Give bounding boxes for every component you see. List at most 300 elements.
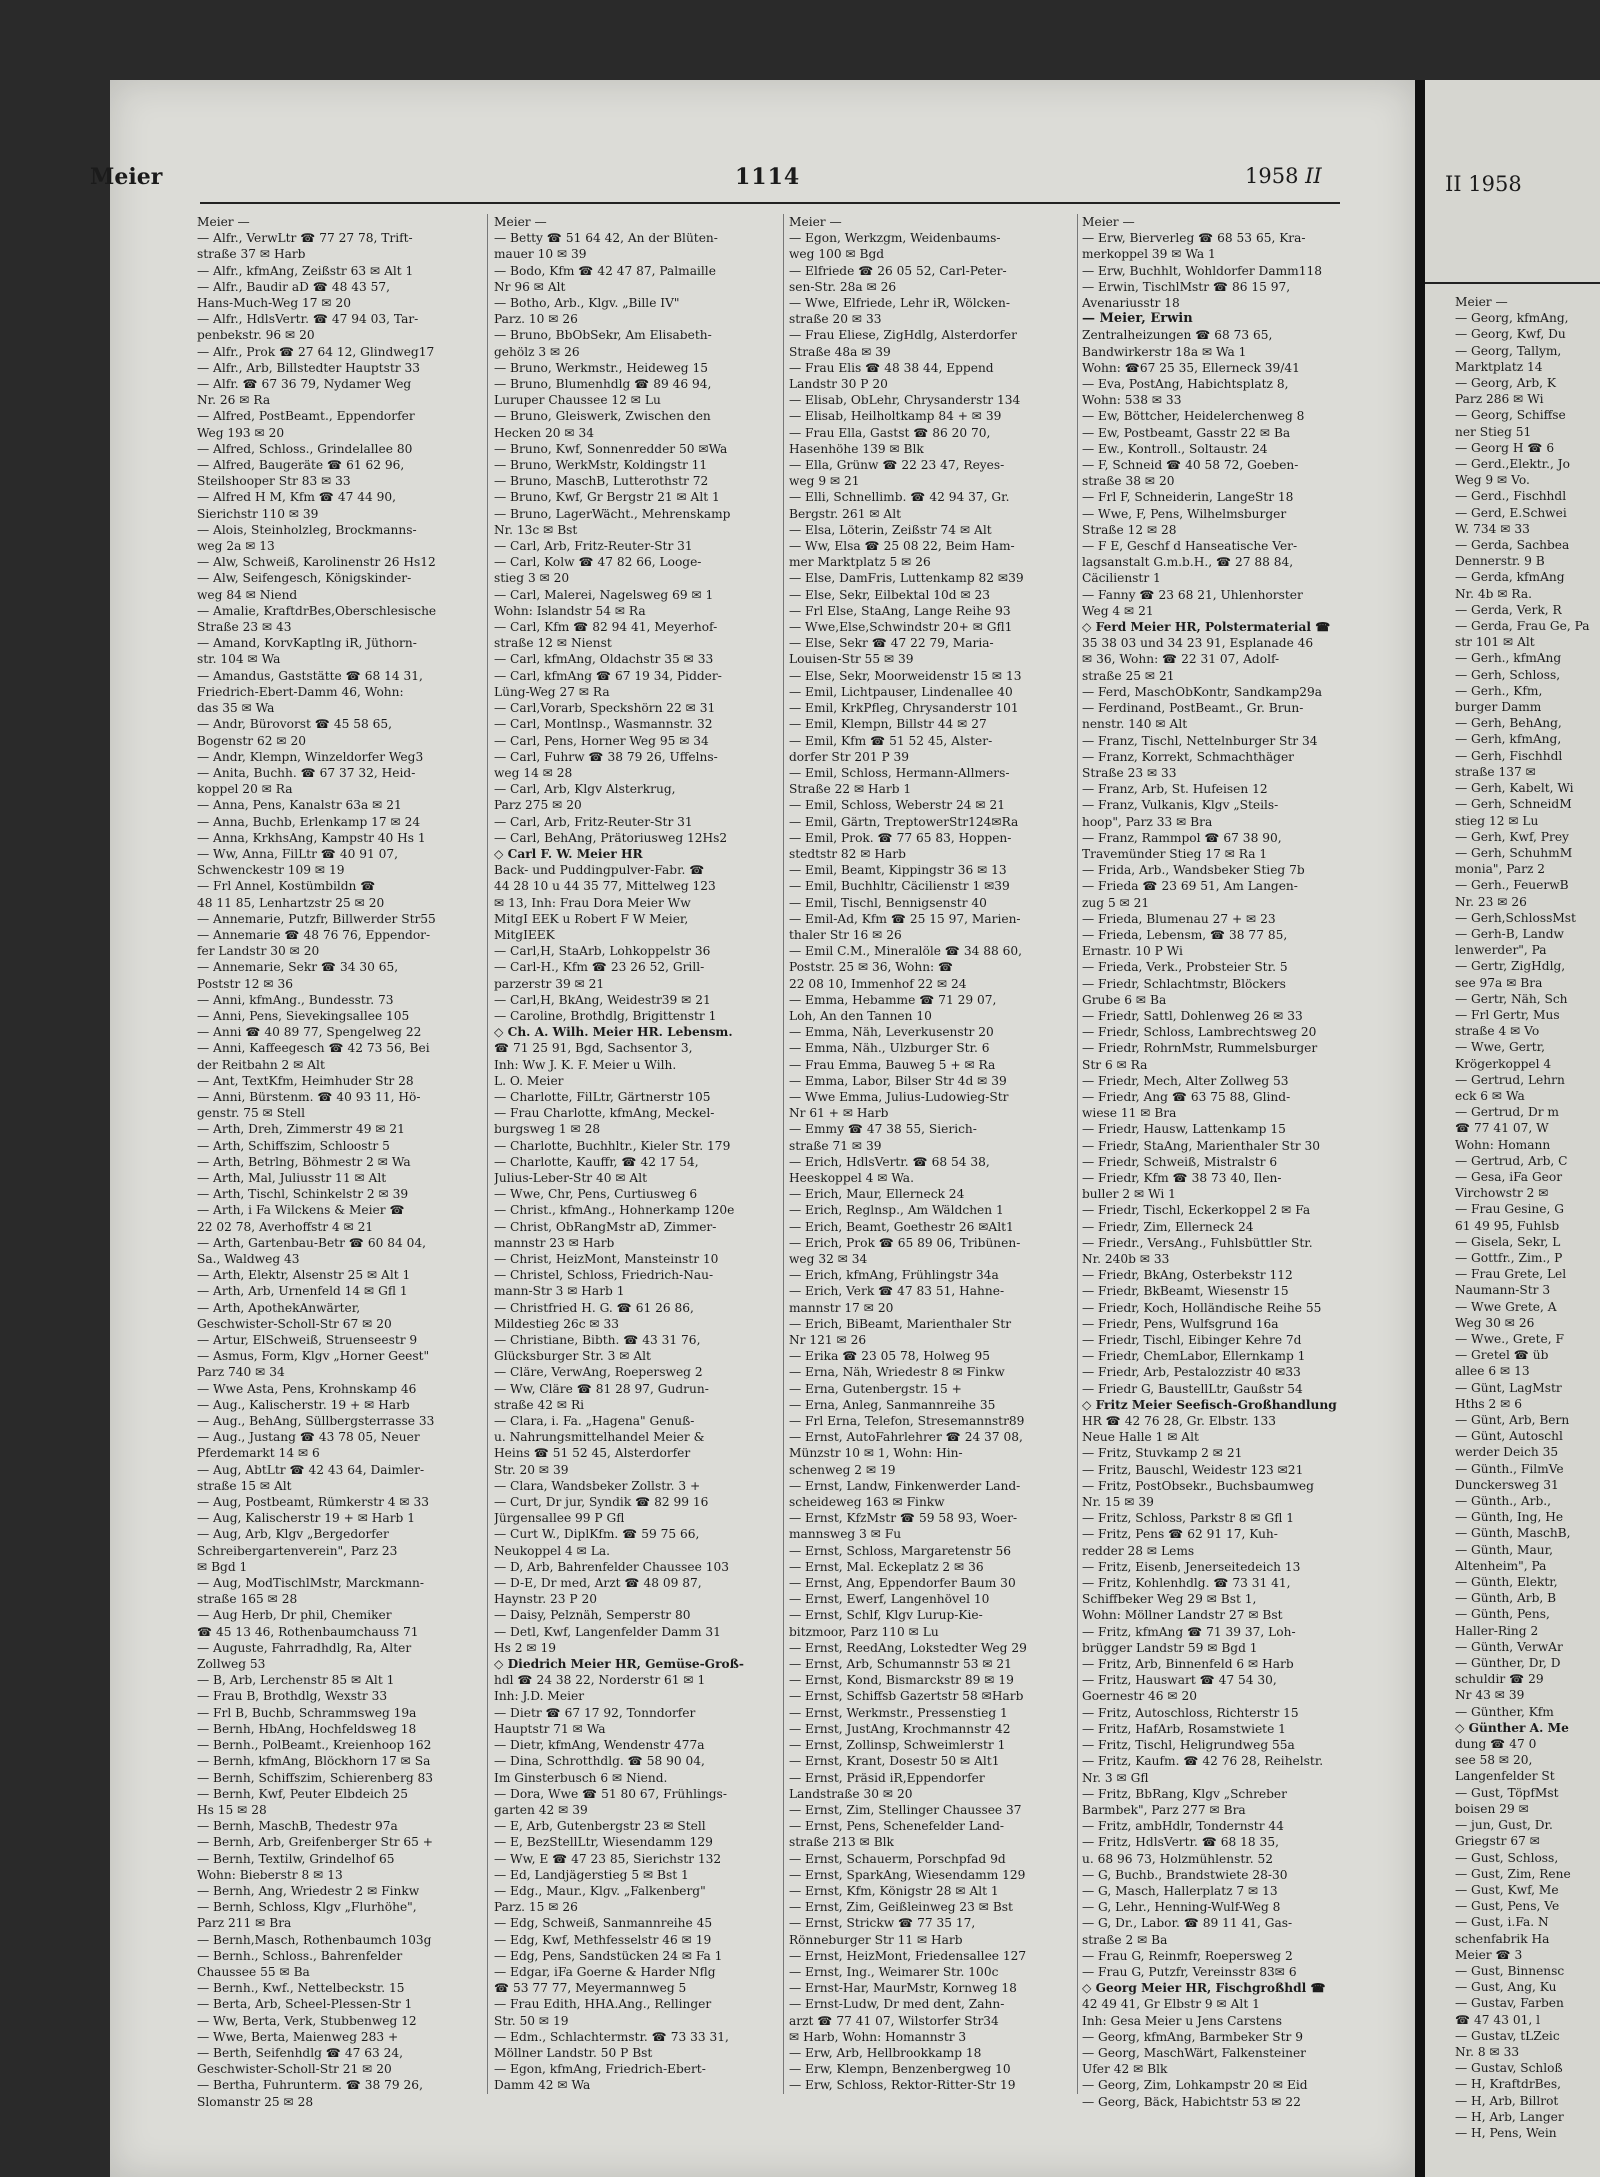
- directory-entry-line: — Friedr, Schloss, Lambrechtsweg 20: [1082, 1025, 1317, 1040]
- directory-entry-line: — Edg, Pens, Sandstücken 24 ✉ Fa 1: [494, 1948, 723, 1963]
- facing-entry-line: — Gerd, E.Schwei: [1455, 505, 1567, 520]
- facing-entry-line: — Gerda, Verk, R: [1455, 602, 1562, 617]
- directory-entry-line: Meier —: [494, 215, 547, 229]
- directory-entry-line: — Emil, Beamt, Kippingstr 36 ✉ 13: [789, 863, 1007, 878]
- directory-entry-line: Nr. 240b ✉ 33: [1082, 1252, 1170, 1266]
- directory-entry-line: — Emil, Kfm ☎ 51 52 45, Alster-: [789, 733, 993, 748]
- directory-entry-line: — Meier, Erwin: [1082, 311, 1193, 327]
- directory-entry-line: u. 68 96 73, Holzmühlenstr. 52: [1082, 1851, 1274, 1866]
- directory-entry-line: Meier —: [1082, 215, 1135, 229]
- directory-entry-line: straße 165 ✉ 28: [197, 1592, 298, 1607]
- directory-entry-line: scheideweg 163 ✉ Finkw: [789, 1495, 945, 1510]
- directory-entry-line: — Emil-Ad, Kfm ☎ 25 15 97, Marien-: [789, 911, 1021, 926]
- facing-entry-line: — Gertrud, Lehrn: [1455, 1072, 1565, 1087]
- directory-entry-line: — Daisy, Pelznäh, Semperstr 80: [494, 1608, 691, 1623]
- directory-entry-line: ✉ 36, Wohn: ☎ 22 31 07, Adolf-: [1082, 652, 1280, 667]
- directory-entry-line: — Fritz, Pens ☎ 62 91 17, Kuh-: [1082, 1527, 1278, 1542]
- directory-entry-line: — Erw, Schloss, Rektor-Ritter-Str 19: [789, 2078, 1016, 2093]
- directory-entry-line: Schreibergartenverein", Parz 23: [197, 1543, 398, 1558]
- directory-entry-line: — Fritz, HafArb, Rosamstwiete 1: [1082, 1721, 1286, 1736]
- column-divider: [783, 214, 784, 2094]
- directory-entry-line: ◇ Fritz Meier Seefisch-Großhandlung: [1082, 1397, 1337, 1412]
- directory-entry-line: — Ed, Landjägerstieg 5 ✉ Bst 1: [494, 1867, 689, 1882]
- directory-entry-line: — Arth, ApothekAnwärter,: [197, 1300, 361, 1315]
- facing-entry-line: Meier —: [1455, 295, 1508, 309]
- directory-entry-line: — Bertha, Fuhrunterm. ☎ 38 79 26,: [197, 2078, 423, 2093]
- directory-entry-line: — Frau Eliese, ZigHdlg, Alsterdorfer: [789, 328, 1017, 343]
- directory-entry-line: — Ernst, Schloss, Margaretenstr 56: [789, 1543, 1012, 1558]
- directory-entry-line: — Friedr, Sattl, Dohlenweg 26 ✉ 33: [1082, 1008, 1303, 1023]
- directory-entry-line: — Frl Erna, Telefon, Stresemannstr89: [789, 1414, 1025, 1429]
- directory-entry-line: — Frau Emma, Bauweg 5 + ✉ Ra: [789, 1057, 996, 1072]
- directory-entry-line: — Ferd, MaschObKontr, Sandkamp29a: [1082, 684, 1323, 699]
- directory-entry-line: Sierichstr 110 ✉ 39: [197, 506, 319, 521]
- facing-entry-line: — Wwe Grete, A: [1455, 1299, 1557, 1314]
- directory-entry-line: — Elli, Schnellimb. ☎ 42 94 37, Gr.: [789, 490, 1010, 505]
- directory-entry-line: — Anni, Kaffeegesch ☎ 42 73 56, Bei: [197, 1041, 430, 1056]
- facing-entry-line: — Gust, Zim, Rene: [1455, 1866, 1571, 1881]
- facing-entry-line: Meier ☎ 3: [1455, 1947, 1523, 1962]
- directory-entry-line: weg 84 ✉ Niend: [197, 587, 298, 602]
- facing-entry-line: — Gerda, Frau Ge, Pa: [1455, 619, 1590, 634]
- directory-entry-line: stieg 3 ✉ 20: [494, 571, 570, 586]
- directory-entry-line: Lüng-Weg 27 ✉ Ra: [494, 684, 610, 699]
- directory-entry-line: — Wwe Asta, Pens, Krohnskamp 46: [197, 1381, 417, 1396]
- facing-entry-line: — Günth, Maur,: [1455, 1542, 1553, 1557]
- facing-entry-line: Nr. 23 ✉ 26: [1455, 894, 1527, 909]
- facing-entry-line: — Gerd.,Elektr., Jo: [1455, 457, 1571, 472]
- directory-entry-line: Nr 96 ✉ Alt: [494, 279, 566, 294]
- directory-entry-line: Friedrich-Ebert-Damm 46, Wohn:: [197, 684, 404, 699]
- directory-entry-line: — Christ, HeizMont, Mansteinstr 10: [494, 1252, 719, 1266]
- facing-entry-line: — Gerh, SchuhmM: [1455, 845, 1573, 860]
- directory-entry-line: — Frieda, Lebensm, ☎ 38 77 85,: [1082, 927, 1288, 942]
- facing-entry-line: — Günth, Elektr,: [1455, 1575, 1558, 1590]
- directory-entry-line: Heins ☎ 51 52 45, Alsterdorfer: [494, 1446, 691, 1461]
- directory-entry-line: — Bernh, Textilw, Grindelhof 65: [197, 1851, 395, 1866]
- directory-entry-line: Nr. 15 ✉ 39: [1082, 1495, 1154, 1510]
- directory-entry-line: Neukoppel 4 ✉ La.: [494, 1543, 610, 1558]
- directory-entry-line: — Bruno, BbObSekr, Am Elisabeth-: [494, 328, 712, 343]
- directory-entry-line: — Ernst, Schauerm, Porschpfad 9d: [789, 1851, 1006, 1866]
- directory-entry-line: — Ernst, Krant, Dosestr 50 ✉ Alt1: [789, 1754, 1000, 1769]
- directory-entry-line: — Ernst, ReedAng, Lokstedter Weg 29: [789, 1640, 1027, 1655]
- directory-entry-line: — D, Arb, Bahrenfelder Chaussee 103: [494, 1559, 729, 1574]
- facing-entry-line: — Günt, Autoschl: [1455, 1429, 1563, 1444]
- directory-entry-line: mann-Str 3 ✉ Harb 1: [494, 1284, 625, 1299]
- directory-entry-line: — Erich, Beamt, Goethestr 26 ✉Alt1: [789, 1219, 1014, 1234]
- directory-entry-line: — Fritz, Kaufm. ☎ 42 76 28, Reihelstr.: [1082, 1754, 1324, 1769]
- directory-entry-line: — Georg, MaschWärt, Falkensteiner: [1082, 2045, 1306, 2060]
- column-divider: [1077, 214, 1078, 2094]
- directory-entry-line: Wohn: Islandstr 54 ✉ Ra: [494, 603, 646, 618]
- directory-entry-line: — Annemarie ☎ 48 76 76, Eppendor-: [197, 927, 431, 942]
- directory-entry-line: Straße 12 ✉ 28: [1082, 522, 1177, 537]
- directory-entry-line: — Ernst, Arb, Schumannstr 53 ✉ 21: [789, 1657, 1012, 1672]
- directory-entry-line: — Alw, Seifengesch, Königskinder-: [197, 571, 412, 586]
- directory-entry-line: — Ernst, Pens, Schenefelder Land-: [789, 1819, 1005, 1834]
- directory-entry-line: Hecken 20 ✉ 34: [494, 425, 594, 440]
- directory-entry-line: — Franz, Tischl, Nettelnburger Str 34: [1082, 733, 1318, 748]
- facing-entry-line: ◇ Günther A. Me: [1455, 1720, 1569, 1735]
- directory-entry-line: ✉ 13, Inh: Frau Dora Meier Ww: [494, 895, 691, 910]
- directory-entry-line: — Alfr., Arb, Billstedter Hauptstr 33: [197, 360, 420, 375]
- directory-entry-line: Schwenckestr 109 ✉ 19: [197, 863, 345, 878]
- directory-entry-line: — Ernst, Präsid iR,Eppendorfer: [789, 1770, 985, 1785]
- directory-entry-line: — Ernst, Landw, Finkenwerder Land-: [789, 1478, 1021, 1493]
- directory-entry-line: — Christel, Schloss, Friedrich-Nau-: [494, 1268, 714, 1283]
- facing-entry-line: — Gustav, tLZeic: [1455, 2028, 1560, 2043]
- directory-entry-line: — Erich, Verk ☎ 47 83 51, Hahne-: [789, 1284, 1005, 1299]
- facing-entry-line: — H, Arb, Langer: [1455, 2109, 1564, 2124]
- directory-entry-line: — Asmus, Form, Klgv „Horner Geest": [197, 1349, 430, 1364]
- directory-entry-line: Travemünder Stieg 17 ✉ Ra 1: [1082, 846, 1268, 861]
- directory-entry-line: gehölz 3 ✉ 26: [494, 344, 580, 359]
- directory-entry-line: — Erich, Prok ☎ 65 89 06, Tribünen-: [789, 1235, 1021, 1250]
- directory-entry-line: — Charlotte, Buchhltr., Kieler Str. 179: [494, 1138, 731, 1153]
- directory-entry-line: — Ww, Berta, Verk, Stubbenweg 12: [197, 2013, 417, 2028]
- directory-entry-line: weg 32 ✉ 34: [789, 1252, 868, 1266]
- facing-entry-line: — Günther, Dr, D: [1455, 1656, 1561, 1671]
- directory-entry-line: — Anni, Bürstenm. ☎ 40 93 11, Hö-: [197, 1089, 421, 1104]
- facing-entry-line: — H, KraftdrBes,: [1455, 2077, 1561, 2092]
- directory-entry-line: — Ernst, KfzMstr ☎ 59 58 93, Woer-: [789, 1511, 1018, 1526]
- facing-entry-line: Nr 43 ✉ 39: [1455, 1688, 1525, 1703]
- directory-entry-line: — Fritz, Bauschl, Weidestr 123 ✉21: [1082, 1462, 1304, 1477]
- facing-entry-line: — Gerh, BehAng,: [1455, 716, 1562, 731]
- directory-entry-line: — Friedr, BkAng, Osterbekstr 112: [1082, 1268, 1293, 1283]
- directory-entry-line: Chaussee 55 ✉ Ba: [197, 1964, 310, 1979]
- directory-entry-line: Landstr 30 P 20: [789, 377, 888, 392]
- directory-entry-line: str. 104 ✉ Wa: [197, 652, 281, 667]
- directory-entry-line: Parz 211 ✉ Bra: [197, 1916, 292, 1931]
- directory-entry-line: — Bernh., Kwf., Nettelbeckstr. 15: [197, 1981, 405, 1996]
- facing-entry-line: — Gust, TöpfMst: [1455, 1785, 1559, 1800]
- directory-entry-line: nenstr. 140 ✉ Alt: [1082, 717, 1188, 732]
- directory-entry-line: — Friedr, Kfm ☎ 38 73 40, Ilen-: [1082, 1170, 1282, 1185]
- directory-entry-line: — Ella, Grünw ☎ 22 23 47, Reyes-: [789, 458, 1005, 473]
- directory-entry-line: dorfer Str 201 P 39: [789, 749, 910, 764]
- directory-entry-line: garten 42 ✉ 39: [494, 1802, 588, 1817]
- directory-entry-line: — Erna, Näh, Wriedestr 8 ✉ Finkw: [789, 1365, 1005, 1380]
- directory-entry-line: Str 6 ✉ Ra: [1082, 1057, 1148, 1072]
- directory-entry-line: — Emma, Näh., Ulzburger Str. 6: [789, 1041, 990, 1056]
- directory-entry-line: zug 5 ✉ 21: [1082, 895, 1150, 910]
- directory-entry-line: — Elfriede ☎ 26 05 52, Carl-Peter-: [789, 263, 1007, 278]
- directory-entry-line: Parz. 15 ✉ 26: [494, 1900, 578, 1915]
- directory-entry-line: — Emil C.M., Mineralöle ☎ 34 88 60,: [789, 944, 1023, 959]
- column-divider: [487, 214, 488, 2094]
- directory-entry-line: Luruper Chaussee 12 ✉ Lu: [494, 393, 661, 408]
- directory-entry-line: — Amalie, KraftdrBes,Oberschlesische: [197, 603, 437, 618]
- directory-entry-line: — Fritz, HdlsVertr. ☎ 68 18 35,: [1082, 1835, 1279, 1850]
- directory-entry-line: — Carl,H, BkAng, Weidestr39 ✉ 21: [494, 992, 711, 1007]
- directory-entry-line: — Anna, Buchb, Erlenkamp 17 ✉ 24: [197, 814, 421, 829]
- directory-entry-line: — Georg, kfmAng, Barmbeker Str 9: [1082, 2029, 1303, 2044]
- directory-entry-line: wiese 11 ✉ Bra: [1082, 1106, 1177, 1121]
- directory-entry-line: — Cläre, VerwAng, Roepersweg 2: [494, 1365, 703, 1380]
- directory-entry-line: — Frl Else, StaAng, Lange Reihe 93: [789, 603, 1011, 618]
- facing-entry-line: ner Stieg 51: [1455, 424, 1532, 439]
- directory-entry-line: Back- und Puddingpulver-Fabr. ☎: [494, 863, 705, 878]
- directory-entry-line: — Friedr, Mech, Alter Zollweg 53: [1082, 1073, 1289, 1088]
- facing-entry-line: — H, Pens, Wein: [1455, 2125, 1557, 2140]
- facing-entry-line: 61 49 95, Fuhlsb: [1455, 1218, 1560, 1233]
- directory-entry-line: — Edgar, iFa Goerne & Harder Nflg: [494, 1964, 716, 1979]
- directory-entry-line: — G, Masch, Hallerplatz 7 ✉ 13: [1082, 1883, 1278, 1898]
- directory-entry-line: — Emil, Tischl, Bennigsenstr 40: [789, 895, 987, 910]
- directory-entry-line: Inh: Ww J. K. F. Meier u Wilh.: [494, 1057, 677, 1072]
- facing-entry-line: straße 4 ✉ Vo: [1455, 1024, 1540, 1039]
- facing-entry-line: — Günth, Ing, He: [1455, 1510, 1564, 1525]
- directory-entry-line: Pferdemarkt 14 ✉ 6: [197, 1446, 320, 1461]
- directory-entry-line: straße 12 ✉ Nienst: [494, 636, 612, 651]
- directory-entry-line: — Carl, Fuhrw ☎ 38 79 26, Uffelns-: [494, 749, 718, 764]
- directory-entry-line: koppel 20 ✉ Ra: [197, 782, 293, 797]
- facing-entry-line: — Günth, VerwAr: [1455, 1639, 1563, 1654]
- facing-entry-line: — Günth., FilmVe: [1455, 1461, 1564, 1476]
- directory-entry-line: — Erna, Gutenbergstr. 15 +: [789, 1381, 962, 1396]
- directory-entry-line: — Friedr., VersAng., Fuhlsbüttler Str.: [1082, 1235, 1313, 1250]
- facing-entry-line: — Gesa, iFa Geor: [1455, 1169, 1563, 1184]
- facing-entry-line: — Gustav, Schloß: [1455, 2061, 1563, 2076]
- facing-entry-line: straße 137 ✉: [1455, 764, 1536, 779]
- directory-entry-line: 22 08 10, Immenhof 22 ✉ 24: [789, 976, 967, 991]
- facing-entry-line: — Gottfr., Zim., P: [1455, 1250, 1563, 1265]
- directory-entry-line: Wohn: ☎67 25 35, Ellerneck 39/41: [1082, 360, 1300, 375]
- directory-entry-line: — Dora, Wwe ☎ 51 80 67, Frühlings-: [494, 1786, 727, 1801]
- directory-entry-line: — Botho, Arb., Klgv. „Bille IV": [494, 296, 680, 311]
- facing-entry-line: ☎ 47 43 01, l: [1455, 2012, 1540, 2027]
- directory-entry-line: — Fritz, Kohlenhdlg. ☎ 73 31 41,: [1082, 1576, 1291, 1591]
- directory-entry-line: — Berth, Seifenhdlg ☎ 47 63 24,: [197, 2045, 404, 2060]
- directory-entry-line: — Dietr ☎ 67 17 92, Tonndorfer: [494, 1705, 696, 1720]
- directory-entry-line: — Erich, kfmAng, Frühlingstr 34a: [789, 1268, 999, 1283]
- directory-column-2: [494, 214, 779, 2094]
- directory-entry-line: — Clara, i. Fa. „Hagena" Genuß-: [494, 1414, 695, 1429]
- directory-entry-line: ✉ Harb, Wohn: Homannstr 3: [789, 2029, 967, 2044]
- directory-entry-line: Goernestr 46 ✉ 20: [1082, 1689, 1198, 1704]
- facing-entry-line: — Gerh., FeuerwB: [1455, 878, 1569, 893]
- directory-entry-line: — Alfr. ☎ 67 36 79, Nydamer Weg: [197, 377, 412, 392]
- directory-entry-line: — Bernh, Schloss, Klgv „Flurhöhe",: [197, 1900, 417, 1915]
- facing-entry-line: — Gust, i.Fa. N: [1455, 1915, 1549, 1930]
- directory-entry-line: — Else, Sekr, Moorweidenstr 15 ✉ 13: [789, 668, 1022, 683]
- directory-entry-line: — Frau Elis ☎ 48 38 44, Eppend: [789, 360, 994, 375]
- directory-entry-line: penbekstr. 96 ✉ 20: [197, 328, 315, 343]
- directory-entry-line: — Frieda ☎ 23 69 51, Am Langen-: [1082, 879, 1298, 894]
- directory-entry-line: — Franz, Rammpol ☎ 67 38 90,: [1082, 830, 1282, 845]
- directory-entry-line: — Else, DamFris, Luttenkamp 82 ✉39: [789, 571, 1024, 586]
- directory-entry-line: — Emma, Labor, Bilser Str 4d ✉ 39: [789, 1073, 1007, 1088]
- directory-entry-line: — Ernst, Kfm, Königstr 28 ✉ Alt 1: [789, 1883, 999, 1898]
- directory-entry-line: — Wwe, Berta, Maienweg 283 +: [197, 2029, 399, 2044]
- directory-entry-line: — Alois, Steinholzleg, Brockmanns-: [197, 522, 417, 537]
- directory-entry-line: — Elisab, ObLehr, Chrysanderstr 134: [789, 393, 1021, 408]
- directory-entry-line: mauer 10 ✉ 39: [494, 247, 587, 262]
- directory-entry-line: straße 213 ✉ Blk: [789, 1835, 894, 1850]
- directory-entry-line: — Arth, Arb, Urnenfeld 14 ✉ Gfl 1: [197, 1284, 408, 1299]
- directory-entry-line: — Ernst-Ludw, Dr med dent, Zahn-: [789, 1997, 1005, 2012]
- directory-entry-line: fer Landstr 30 ✉ 20: [197, 944, 320, 959]
- directory-entry-line: — F E, Geschf d Hanseatische Ver-: [1082, 539, 1298, 554]
- directory-entry-line: — Fritz, kfmAng ☎ 71 39 37, Loh-: [1082, 1624, 1296, 1639]
- directory-entry-line: — Eva, PostAng, Habichtsplatz 8,: [1082, 377, 1289, 392]
- facing-entry-line: str 101 ✉ Alt: [1455, 635, 1535, 650]
- facing-entry-line: — Georg, Arb, K: [1455, 376, 1557, 391]
- directory-entry-line: Rönneburger Str 11 ✉ Harb: [789, 1932, 963, 1947]
- directory-entry-line: Bogenstr 62 ✉ 20: [197, 733, 306, 748]
- facing-entry-line: W. 734 ✉ 33: [1455, 521, 1530, 536]
- directory-entry-line: — Ernst, Schiffsb Gazertstr 58 ✉Harb: [789, 1689, 1024, 1704]
- directory-entry-line: — Andr, Klempn, Winzeldorfer Weg3: [197, 749, 424, 764]
- directory-entry-line: — Ww, Cläre ☎ 81 28 97, Gudrun-: [494, 1381, 709, 1396]
- facing-entry-line: — Georg, kfmAng,: [1455, 311, 1569, 326]
- directory-entry-line: — Ernst, Kond, Bismarckstr 89 ✉ 19: [789, 1673, 1014, 1688]
- directory-entry-line: — Wwe, Chr, Pens, Curtiusweg 6: [494, 1187, 698, 1202]
- directory-entry-line: — Carl,H, StaArb, Lohkoppelstr 36: [494, 944, 711, 959]
- directory-entry-line: — Aug, Kalischerstr 19 + ✉ Harb 1: [197, 1511, 415, 1526]
- directory-entry-line: — Anna, Pens, Kanalstr 63a ✉ 21: [197, 798, 402, 813]
- directory-entry-line: — Bruno, Blumenhdlg ☎ 89 46 94,: [494, 377, 712, 392]
- directory-entry-line: — Ew., Kontroll., Soltaustr. 24: [1082, 441, 1268, 456]
- facing-entry-line: Krögerkoppel 4: [1455, 1056, 1552, 1071]
- directory-entry-line: — Caroline, Brothdlg, Brigittenstr 1: [494, 1008, 717, 1023]
- directory-entry-line: — Clara, Wandsbeker Zollstr. 3 +: [494, 1478, 701, 1493]
- directory-entry-line: — Edg., Maur., Klgv. „Falkenberg": [494, 1883, 706, 1898]
- directory-entry-line: 22 02 78, Averhoffstr 4 ✉ 21: [197, 1219, 374, 1234]
- directory-entry-line: — Bruno, Kwf, Sonnenredder 50 ✉Wa: [494, 441, 728, 456]
- directory-entry-line: burgsweg 1 ✉ 28: [494, 1122, 601, 1137]
- directory-entry-line: Mildestieg 26c ✉ 33: [494, 1316, 620, 1331]
- directory-entry-line: — Anni, kfmAng., Bundesstr. 73: [197, 992, 394, 1007]
- directory-entry-line: — Wwe,Else,Schwindstr 20+ ✉ Gfl1: [789, 620, 1013, 635]
- directory-entry-line: — Emil, Gärtn, TreptowerStr124✉Ra: [789, 814, 1019, 829]
- directory-entry-line: — Franz, Korrekt, Schmachthäger: [1082, 749, 1295, 764]
- directory-entry-line: Straße 23 ✉ 33: [1082, 765, 1177, 780]
- facing-entry-line: see 58 ✉ 20,: [1455, 1753, 1533, 1768]
- facing-entry-line: burger Damm: [1455, 700, 1542, 715]
- facing-entry-line: — Gerh., kfmAng: [1455, 651, 1562, 666]
- directory-entry-line: straße 38 ✉ 20: [1082, 474, 1175, 489]
- directory-entry-line: — Bruno, Werkmstr., Heideweg 15: [494, 360, 708, 375]
- directory-entry-line: — Aug Herb, Dr phil, Chemiker: [197, 1608, 392, 1623]
- directory-entry-line: — Friedr G, BaustellLtr, Gaußstr 54: [1082, 1381, 1303, 1396]
- directory-entry-line: — Friedr, Schlachtmstr, Blöckers: [1082, 976, 1286, 991]
- facing-entry-line: — Gertrud, Arb, C: [1455, 1153, 1568, 1168]
- directory-entry-line: — Carl, Arb, Klgv Alsterkrug,: [494, 782, 676, 797]
- directory-entry-line: — Egon, kfmAng, Friedrich-Ebert-: [494, 2062, 706, 2077]
- directory-entry-line: brügger Landstr 59 ✉ Bgd 1: [1082, 1640, 1258, 1655]
- directory-entry-line: — Fritz, Arb, Binnenfeld 6 ✉ Harb: [1082, 1657, 1294, 1672]
- directory-entry-line: — Friedr, Tischl, Eibinger Kehre 7d: [1082, 1333, 1302, 1348]
- directory-column-1: [197, 214, 482, 2110]
- directory-entry-line: — Arth, Gartenbau-Betr ☎ 60 84 04,: [197, 1235, 426, 1250]
- directory-entry-line: Möllner Landstr. 50 P Bst: [494, 2045, 653, 2060]
- book-gutter: [1415, 80, 1425, 2177]
- directory-entry-line: — Carl, Montlnsp., Wasmannstr. 32: [494, 717, 713, 732]
- directory-entry-line: — Arth, i Fa Wilckens & Meier ☎: [197, 1203, 405, 1218]
- directory-entry-line: — Frl B, Buchb, Schrammsweg 19a: [197, 1705, 417, 1720]
- directory-entry-line: Nr 61 + ✉ Harb: [789, 1106, 889, 1121]
- directory-entry-line: — Arth, Schiffszim, Schloostr 5: [197, 1138, 390, 1153]
- facing-entry-line: — Günth, MaschB,: [1455, 1526, 1571, 1541]
- directory-entry-line: Grube 6 ✉ Ba: [1082, 992, 1167, 1007]
- directory-entry-line: — Artur, ElSchweiß, Struenseestr 9: [197, 1333, 418, 1348]
- directory-entry-line: weg 2a ✉ 13: [197, 539, 275, 554]
- directory-entry-line: — Aug., BehAng, Süllbergsterrasse 33: [197, 1414, 435, 1429]
- directory-entry-line: Str. 20 ✉ 39: [494, 1462, 569, 1477]
- directory-entry-line: Schiffbeker Weg 29 ✉ Bst 1,: [1082, 1592, 1257, 1607]
- directory-entry-line: Wohn: Möllner Landstr 27 ✉ Bst: [1082, 1608, 1283, 1623]
- directory-entry-line: — Carl, Kfm ☎ 82 94 41, Meyerhof-: [494, 620, 718, 635]
- directory-entry-line: — Elisab, Heilholtkamp 84 + ✉ 39: [789, 409, 1002, 424]
- directory-entry-line: — Anita, Buchh. ☎ 67 37 32, Heid-: [197, 765, 416, 780]
- directory-entry-line: — Emil, Buchhltr, Cäcilienstr 1 ✉39: [789, 879, 1010, 894]
- directory-entry-line: ◇ Georg Meier HR, Fischgroßhdl ☎: [1082, 1981, 1326, 1996]
- directory-entry-line: straße 42 ✉ Ri: [494, 1397, 585, 1412]
- directory-entry-line: — Egon, Werkzgm, Weidenbaums-: [789, 231, 1001, 246]
- directory-entry-line: — Ernst, Ing., Weimarer Str. 100c: [789, 1964, 999, 1979]
- facing-entry-line: — Gerh, Kabelt, Wi: [1455, 781, 1574, 796]
- directory-entry-line: — Frieda, Verk., Probsteier Str. 5: [1082, 960, 1288, 975]
- facing-entry-line: Weg 9 ✉ Vo.: [1455, 473, 1530, 488]
- facing-entry-line: Weg 30 ✉ 26: [1455, 1315, 1535, 1330]
- directory-entry-line: — Aug, Postbeamt, Rümkerstr 4 ✉ 33: [197, 1495, 430, 1510]
- directory-entry-line: Str. 50 ✉ 19: [494, 2013, 569, 2028]
- directory-entry-line: — Ernst, AutoFahrlehrer ☎ 24 37 08,: [789, 1430, 1023, 1445]
- directory-entry-line: — Wwe Emma, Julius-Ludowieg-Str: [789, 1089, 1009, 1104]
- directory-entry-line: — Carl, kfmAng, Oldachstr 35 ✉ 33: [494, 652, 714, 667]
- directory-entry-line: — B, Arb, Lerchenstr 85 ✉ Alt 1: [197, 1673, 395, 1688]
- directory-entry-line: — Erw, Klempn, Benzenbergweg 10: [789, 2062, 1011, 2077]
- facing-entry-line: ☎ 77 41 07, W: [1455, 1121, 1549, 1136]
- directory-entry-line: straße 37 ✉ Harb: [197, 247, 306, 262]
- directory-entry-line: — Bernh, HbAng, Hochfeldsweg 18: [197, 1721, 417, 1736]
- directory-entry-line: — Emil, Prok. ☎ 77 65 83, Hoppen-: [789, 830, 1012, 845]
- directory-entry-line: genstr. 75 ✉ Stell: [197, 1106, 305, 1121]
- directory-entry-line: Louisen-Str 55 ✉ 39: [789, 652, 914, 667]
- directory-column-4: [1082, 214, 1367, 2110]
- directory-entry-line: — Arth, Betrlng, Böhmestr 2 ✉ Wa: [197, 1154, 411, 1169]
- facing-entry-line: stieg 12 ✉ Lu: [1455, 813, 1539, 828]
- directory-entry-line: Nr. 3 ✉ Gfl: [1082, 1770, 1149, 1785]
- directory-entry-line: — Aug., Kalischerstr. 19 + ✉ Harb: [197, 1397, 410, 1412]
- directory-entry-line: — Fritz, ambHdlr, Tondernstr 44: [1082, 1819, 1284, 1834]
- directory-entry-line: — G, Dr., Labor. ☎ 89 11 41, Gas-: [1082, 1916, 1293, 1931]
- directory-entry-line: — Ernst-Har, MaurMstr, Kornweg 18: [789, 1981, 1017, 1996]
- facing-entry-line: — Gerh, Fischhdl: [1455, 748, 1563, 763]
- directory-entry-line: Ernastr. 10 P Wi: [1082, 944, 1183, 959]
- directory-entry-line: straße 2 ✉ Ba: [1082, 1932, 1168, 1947]
- directory-entry-line: Meier —: [197, 215, 250, 229]
- directory-entry-line: — D-E, Dr med, Arzt ☎ 48 09 87,: [494, 1576, 702, 1591]
- facing-entry-line: — Günt, LagMstr: [1455, 1380, 1562, 1395]
- directory-entry-line: Cäcilienstr 1: [1082, 571, 1161, 586]
- directory-entry-line: — Annemarie, Putzfr, Billwerder Str55: [197, 911, 436, 926]
- directory-entry-line: — Alfr., kfmAng, Zeißstr 63 ✉ Alt 1: [197, 263, 414, 278]
- directory-entry-line: Poststr 12 ✉ 36: [197, 976, 294, 991]
- directory-entry-line: ◇ Ferd Meier HR, Polstermaterial ☎: [1082, 620, 1331, 635]
- facing-entry-line: — jun, Gust, Dr.: [1455, 1818, 1553, 1833]
- facing-entry-line: Naumann-Str 3: [1455, 1283, 1551, 1298]
- directory-entry-line: — Amandus, Gaststätte ☎ 68 14 31,: [197, 668, 423, 683]
- directory-entry-line: — Amand, KorvKaptlng iR, Jüthorn-: [197, 636, 417, 651]
- directory-entry-line: — Frau Edith, HHA.Ang., Rellinger: [494, 1997, 712, 2012]
- directory-entry-line: der Reitbahn 2 ✉ Alt: [197, 1057, 325, 1072]
- directory-entry-line: — Aug, AbtLtr ☎ 42 43 64, Daimler-: [197, 1462, 425, 1477]
- directory-entry-line: HR ☎ 42 76 28, Gr. Elbstr. 133: [1082, 1414, 1276, 1429]
